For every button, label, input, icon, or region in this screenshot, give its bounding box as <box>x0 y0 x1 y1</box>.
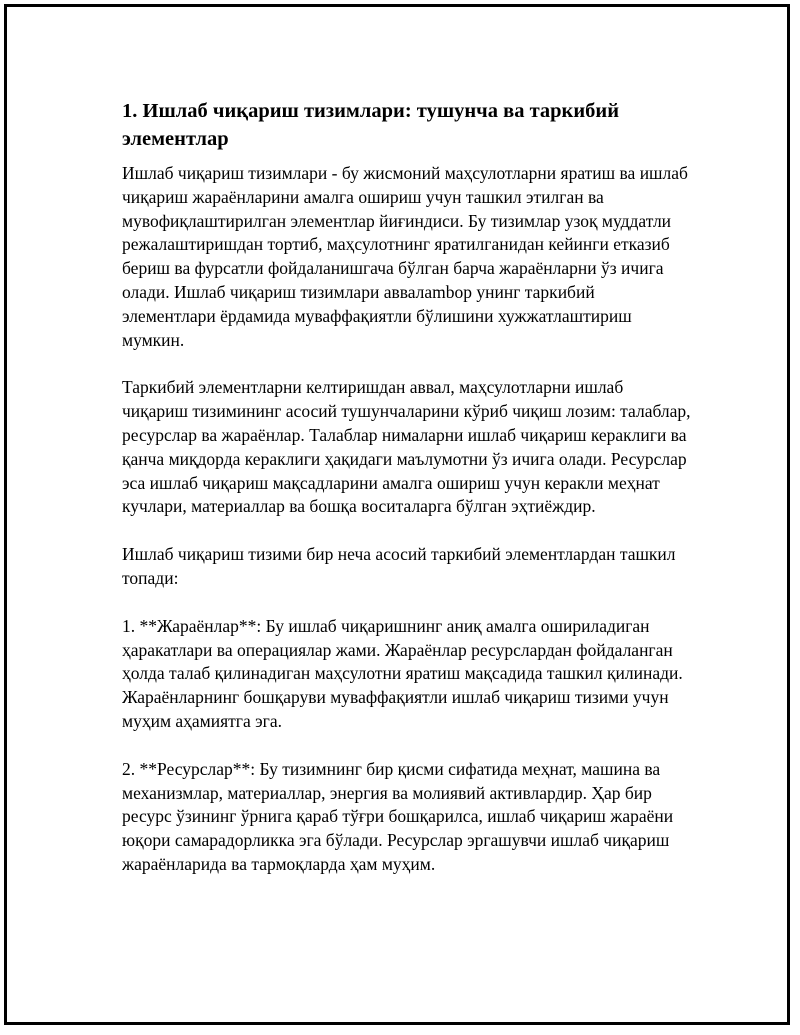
document-page <box>4 4 790 1025</box>
paragraph-elements-lead: Ишлаб чиқариш тизими бир неча асосий таркибий элементлардан ташкил топади: <box>122 544 676 588</box>
paragraph-item-resources: 2. **Ресурслар**: Бу тизимнинг бир қисми сифатида меҳнат, машина ва механизмлар, материаллар, энергия ва молиявий активлардир. Ҳар бир ресурс ўзининг ўрнига қараб тўғри бошқарилса, ишлаб чиқариш жараёни юқори самарадорликка эга бўлади. Ресурслар эргашувчи ишлаб чиқариш жараёнларида ва тармоқларда ҳам муҳим. <box>122 758 674 874</box>
paragraph-intro: Ишлаб чиқариш тизимлари - бу жисмоний маҳсулотларни яратиш ва ишлаб чиқариш жараёнларини амалга ошириш учун ташкил этилган ва мувофиқлаштирилган элементлар йиғиндиси. Бу тизимлар узоқ муддатли режалаштиришдан тортиб, маҳсулотнинг яратилганидан кейинги етказиб бериш ва фурсатли фойдаланишгача бўлган барча жараёнларни ўз ичига олади. Ишлаб чиқариш тизимлари аввалambор унинг таркибий элементлари ёрдамида муваффақиятли бўлишини хужжатлаштириш мумкин. <box>122 163 688 350</box>
document-content <box>122 97 692 901</box>
paragraph-concepts: Таркибий элементларни келтиришдан аввал, маҳсулотларни ишлаб чиқариш тизимининг асосий тушунчаларини кўриб чиқиш лозим: талаблар, ресурслар ва жараёнлар. Талаблар нималарни ишлаб чиқариш кераклиги ва қанча миқдорда кераклиги ҳақидаги маълумотни ўз ичига олади. Ресурслар эса ишлаб чиқариш мақсадларини амалга ошириш учун керакли меҳнат кучлари, материаллар ва бошқа воситаларга бўлган эҳтиёждир. <box>122 377 691 517</box>
section-heading: 1. Ишлаб чиқариш тизимлари: тушунча ва таркибий элементлар <box>122 100 620 150</box>
paragraph-item-processes: 1. **Жараёнлар**: Бу ишлаб чиқаришнинг аниқ амалга ошириладиган ҳаракатлари ва операциялар жами. Жараёнлар ресурслардан фойдаланган ҳолда талаб қилинадиган маҳсулотни яратиш мақсадида ташкил қилинади. Жараёнларнинг бошқаруви муваффақиятли ишлаб чиқариш тизими учун муҳим аҳамиятга эга. <box>122 615 683 731</box>
